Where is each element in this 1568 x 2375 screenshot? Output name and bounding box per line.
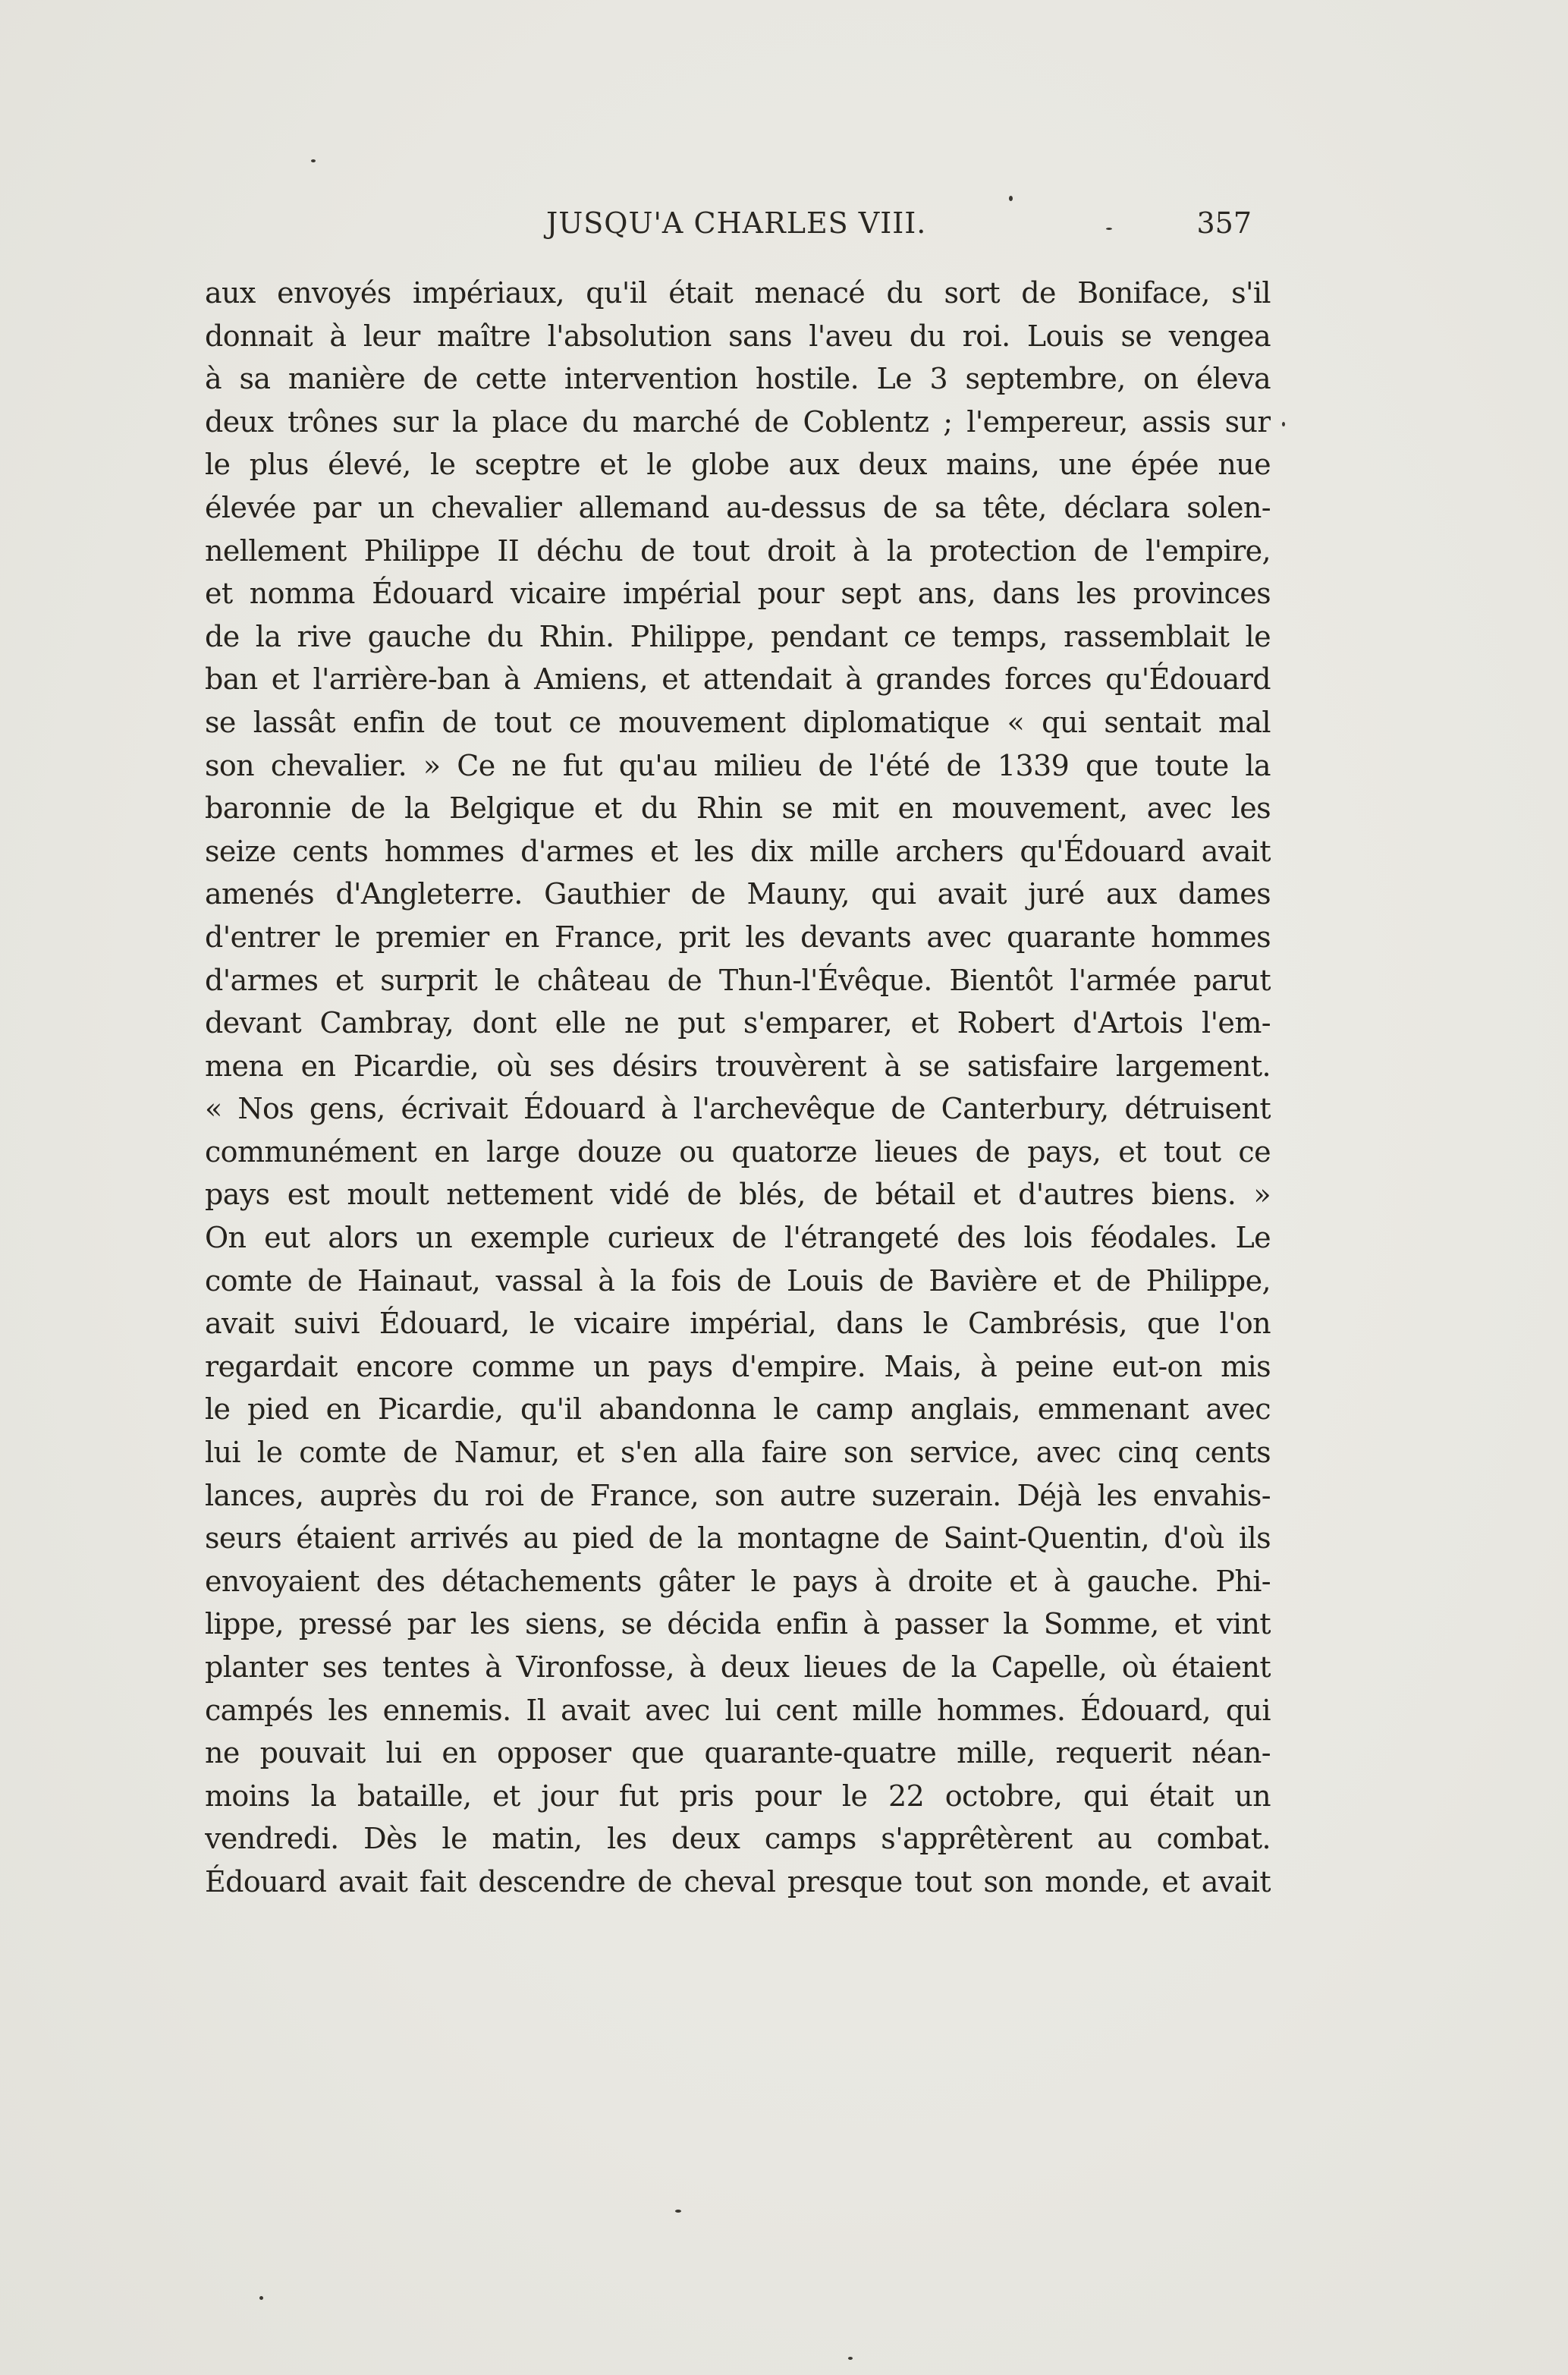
text-line: son chevalier. » Ce ne fut qu'au milieu de l'été de 1339 que toute la [205, 748, 1271, 782]
text-line: « Nos gens, écrivait Édouard à l'archevêque de Canterbury, détruisent [205, 1092, 1271, 1126]
text-line: amenés d'Angleterre. Gauthier de Mauny, qui avait juré aux dames [205, 877, 1271, 911]
text-line: se lassât enfin de tout ce mouvement diplomatique « qui sentait mal [205, 705, 1271, 739]
text-line: lui le comte de Namur, et s'en alla faire son service, avec cinq cents [205, 1436, 1271, 1470]
text-line: deux trônes sur la place du marché de Coblentz ; l'empereur, assis sur [205, 404, 1271, 439]
text-line: aux envoyés impériaux, qu'il était menacé du sort de Boniface, s'il [205, 276, 1271, 310]
text-line: de la rive gauche du Rhin. Philippe, pendant ce temps, rassemblait le [205, 619, 1271, 653]
page-speck [675, 2210, 681, 2213]
text-line: à sa manière de cette intervention hostile. Le 3 septembre, on éleva [205, 362, 1271, 396]
text-line: lances, auprès du roi de France, son autre suzerain. Déjà les envahis- [205, 1478, 1271, 1512]
text-line: lippe, pressé par les siens, se décida enfin à passer la Somme, et vint [205, 1607, 1271, 1641]
text-line: le pied en Picardie, qu'il abandonna le camp anglais, emmenant avec [205, 1392, 1271, 1427]
page-speck [1282, 422, 1285, 426]
text-line: moins la bataille, et jour fut pris pour le 22 octobre, qui était un [205, 1779, 1271, 1813]
text-line: ban et l'arrière-ban à Amiens, et attendait à grandes forces qu'Édouard [205, 662, 1271, 697]
text-line: ne pouvait lui en opposer que quarante-quatre mille, requerit néan- [205, 1736, 1271, 1770]
text-line: planter ses tentes à Vironfosse, à deux lieues de la Capelle, où étaient [205, 1650, 1271, 1684]
running-head [205, 206, 1252, 244]
text-line: Édouard avait fait descendre de cheval presque tout son monde, et avait [205, 1864, 1271, 1898]
text-line: envoyaient des détachements gâter le pays à droite et à gauche. Phi- [205, 1564, 1271, 1598]
text-line: d'armes et surprit le château de Thun-l'Évêque. Bientôt l'armée parut [205, 963, 1271, 997]
text-line: élevée par un chevalier allemand au-dessus de sa tête, déclara solen- [205, 490, 1271, 524]
page-number: 357 [1196, 206, 1252, 240]
page-speck [848, 2357, 853, 2360]
text-line: mena en Picardie, où ses désirs trouvèrent à se satisfaire largement. [205, 1049, 1271, 1083]
text-line: baronnie de la Belgique et du Rhin se mit en mouvement, avec les [205, 791, 1271, 826]
text-line: d'entrer le premier en France, prit les devants avec quarante hommes [205, 920, 1271, 954]
text-line: comte de Hainaut, vassal à la fois de Louis de Bavière et de Philippe, [205, 1263, 1271, 1298]
text-line: vendredi. Dès le matin, les deux camps s'apprêtèrent au combat. [205, 1822, 1271, 1856]
page-speck [1009, 196, 1013, 201]
page-speck [259, 2296, 263, 2300]
text-line: le plus élevé, le sceptre et le globe aux deux mains, une épée nue [205, 448, 1271, 482]
text-line: campés les ennemis. Il avait avec lui cent mille hommes. Édouard, qui [205, 1693, 1271, 1727]
text-line: nellement Philippe II déchu de tout droit à la protection de l'empire, [205, 533, 1271, 568]
page-speck [311, 159, 316, 162]
running-title: JUSQU'A CHARLES VIII. [546, 206, 927, 240]
text-line: devant Cambray, dont elle ne put s'emparer, et Robert d'Artois l'em- [205, 1006, 1271, 1040]
text-line: seize cents hommes d'armes et les dix mille archers qu'Édouard avait [205, 834, 1271, 868]
text-line: regardait encore comme un pays d'empire. Mais, à peine eut-on mis [205, 1349, 1271, 1383]
text-line: seurs étaient arrivés au pied de la montagne de Saint-Quentin, d'où ils [205, 1521, 1271, 1556]
text-line: On eut alors un exemple curieux de l'étrangeté des lois féodales. Le [205, 1221, 1271, 1255]
text-line: communément en large douze ou quatorze lieues de pays, et tout ce [205, 1134, 1271, 1169]
text-line: pays est moult nettement vidé de blés, de bétail et d'autres biens. » [205, 1178, 1271, 1212]
text-line: et nomma Édouard vicaire impérial pour sept ans, dans les provinces [205, 577, 1271, 611]
body-text [205, 272, 1271, 1904]
text-line: avait suivi Édouard, le vicaire impérial, dans le Cambrésis, que l'on [205, 1307, 1271, 1341]
text-line: donnait à leur maître l'absolution sans l'aveu du roi. Louis se vengea [205, 319, 1271, 353]
